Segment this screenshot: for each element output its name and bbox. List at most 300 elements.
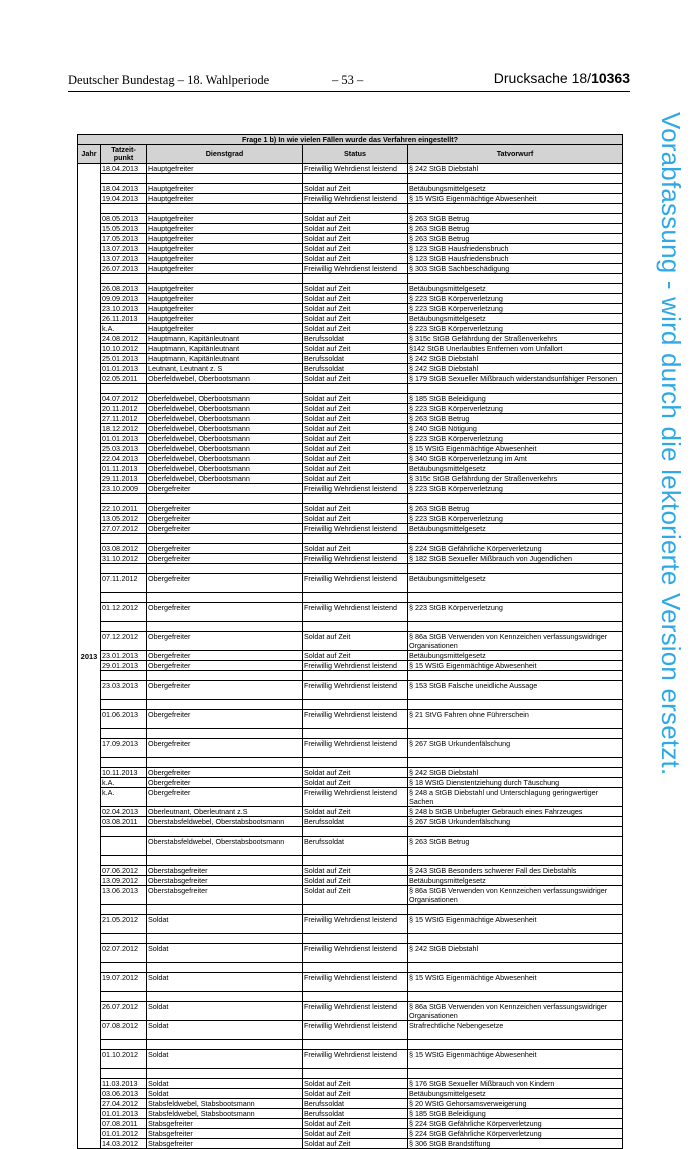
status-cell bbox=[303, 934, 408, 944]
date-cell bbox=[101, 593, 147, 603]
table-row bbox=[78, 1002, 623, 1021]
rank-cell: Oberfeldwebel, Oberbootsmann bbox=[147, 434, 303, 444]
table-row bbox=[78, 354, 623, 364]
table-row bbox=[78, 444, 623, 454]
offense-cell: § 242 StGB Diebstahl bbox=[408, 164, 623, 174]
doc-num-main: 10363 bbox=[591, 70, 630, 86]
status-cell: Soldat auf Zeit bbox=[303, 1119, 408, 1129]
table-row bbox=[78, 454, 623, 464]
table-row bbox=[78, 1021, 623, 1040]
date-cell: 19.07.2012 bbox=[101, 973, 147, 992]
status-cell: Freiwillig Wehrdienst leistend bbox=[303, 710, 408, 729]
rank-cell: Obergefreiter bbox=[147, 661, 303, 671]
status-cell: Soldat auf Zeit bbox=[303, 224, 408, 234]
offense-cell: § 15 WStG Eigenmächtige Abwesenheit bbox=[408, 661, 623, 671]
table-row bbox=[78, 514, 623, 524]
status-cell: Soldat auf Zeit bbox=[303, 1079, 408, 1089]
date-cell bbox=[101, 729, 147, 739]
table-row bbox=[78, 164, 623, 174]
date-cell: 01.11.2013 bbox=[101, 464, 147, 474]
status-cell: Freiwillig Wehrdienst leistend bbox=[303, 661, 408, 671]
doc-label: Drucksache bbox=[493, 70, 568, 86]
status-cell bbox=[303, 856, 408, 866]
offense-cell: § 303 StGB Sachbeschädigung bbox=[408, 264, 623, 274]
status-cell: Soldat auf Zeit bbox=[303, 424, 408, 434]
table-row bbox=[78, 524, 623, 534]
date-cell: k.A. bbox=[101, 788, 147, 807]
rank-cell: Hauptgefreiter bbox=[147, 214, 303, 224]
rank-cell: Hauptgefreiter bbox=[147, 294, 303, 304]
rank-cell: Soldat bbox=[147, 1050, 303, 1069]
date-cell: 23.10.2009 bbox=[101, 484, 147, 494]
status-cell: Soldat auf Zeit bbox=[303, 304, 408, 314]
offense-cell: Betäubungsmittelgesetz bbox=[408, 1089, 623, 1099]
date-cell: 25.03.2013 bbox=[101, 444, 147, 454]
status-cell: Soldat auf Zeit bbox=[303, 651, 408, 661]
offense-cell: § 263 StGB Betrug bbox=[408, 234, 623, 244]
rank-cell: Oberfeldwebel, Oberbootsmann bbox=[147, 444, 303, 454]
date-cell: 01.12.2012 bbox=[101, 603, 147, 622]
col-header-date: Tatzeit-punkt bbox=[101, 145, 147, 164]
offense-cell bbox=[408, 384, 623, 394]
rank-cell: Oberfeldwebel, Oberbootsmann bbox=[147, 404, 303, 414]
status-cell: Berufssoldat bbox=[303, 1099, 408, 1109]
rank-cell: Soldat bbox=[147, 1079, 303, 1089]
offense-cell: § 242 StGB Diebstahl bbox=[408, 768, 623, 778]
rank-cell bbox=[147, 758, 303, 768]
header-rule bbox=[68, 91, 630, 92]
date-cell bbox=[101, 758, 147, 768]
rank-cell bbox=[147, 992, 303, 1002]
spacer-row bbox=[78, 204, 623, 214]
status-cell: Soldat auf Zeit bbox=[303, 807, 408, 817]
rank-cell: Soldat bbox=[147, 973, 303, 992]
offense-cell bbox=[408, 593, 623, 603]
table-row bbox=[78, 284, 623, 294]
table-row bbox=[78, 294, 623, 304]
table-row bbox=[78, 1139, 623, 1149]
rank-cell bbox=[147, 534, 303, 544]
date-cell bbox=[101, 204, 147, 214]
rank-cell bbox=[147, 827, 303, 837]
date-cell: 23.10.2013 bbox=[101, 304, 147, 314]
status-cell: Soldat auf Zeit bbox=[303, 294, 408, 304]
date-cell: 10.11.2013 bbox=[101, 768, 147, 778]
offense-cell: § 223 StGB Körperverletzung bbox=[408, 294, 623, 304]
offense-cell bbox=[408, 174, 623, 184]
rank-cell: Obergefreiter bbox=[147, 778, 303, 788]
status-cell: Soldat auf Zeit bbox=[303, 254, 408, 264]
table-row bbox=[78, 1099, 623, 1109]
rank-cell bbox=[147, 174, 303, 184]
rank-cell: Hauptmann, Kapitänleutnant bbox=[147, 344, 303, 354]
date-cell bbox=[101, 384, 147, 394]
offense-cell: Betäubungsmittelgesetz bbox=[408, 574, 623, 593]
offense-cell: § 242 StGB Diebstahl bbox=[408, 364, 623, 374]
table-row bbox=[78, 603, 623, 622]
status-cell bbox=[303, 593, 408, 603]
rank-cell: Soldat bbox=[147, 944, 303, 963]
date-cell bbox=[101, 622, 147, 632]
col-header-year: Jahr bbox=[78, 145, 101, 164]
offense-cell bbox=[408, 622, 623, 632]
status-cell bbox=[303, 758, 408, 768]
offense-cell: Betäubungsmittelgesetz bbox=[408, 876, 623, 886]
date-cell: 01.01.2013 bbox=[101, 434, 147, 444]
offense-cell: § 223 StGB Körperverletzung bbox=[408, 304, 623, 314]
status-cell: Freiwillig Wehrdienst leistend bbox=[303, 194, 408, 204]
rank-cell bbox=[147, 494, 303, 504]
offense-cell bbox=[408, 1069, 623, 1079]
parliament-label: Deutscher Bundestag – 18. Wahlperiode bbox=[68, 73, 270, 87]
table-row bbox=[78, 364, 623, 374]
offense-cell: § 263 StGB Betrug bbox=[408, 837, 623, 856]
spacer-row bbox=[78, 564, 623, 574]
status-cell: Soldat auf Zeit bbox=[303, 344, 408, 354]
spacer-row bbox=[78, 856, 623, 866]
offense-cell: § 224 StGB Gefährliche Körperverletzung bbox=[408, 1119, 623, 1129]
date-cell: 10.10.2012 bbox=[101, 344, 147, 354]
date-cell bbox=[101, 934, 147, 944]
rank-cell: Hauptgefreiter bbox=[147, 314, 303, 324]
offense-cell: § 153 StGB Falsche uneidliche Aussage bbox=[408, 681, 623, 700]
date-cell: 01.01.2013 bbox=[101, 364, 147, 374]
date-cell: 23.03.2013 bbox=[101, 681, 147, 700]
spacer-row bbox=[78, 905, 623, 915]
offense-cell: § 123 StGB Hausfriedensbruch bbox=[408, 244, 623, 254]
offense-cell: § 223 StGB Körperverletzung bbox=[408, 404, 623, 414]
date-cell: 21.05.2012 bbox=[101, 915, 147, 934]
date-cell: 02.04.2013 bbox=[101, 807, 147, 817]
rank-cell: Obergefreiter bbox=[147, 651, 303, 661]
date-cell: 01.01.2012 bbox=[101, 1129, 147, 1139]
rank-cell: Hauptgefreiter bbox=[147, 234, 303, 244]
table-row bbox=[78, 484, 623, 494]
date-cell: 18.04.2013 bbox=[101, 164, 147, 174]
date-cell: 19.04.2013 bbox=[101, 194, 147, 204]
table-row bbox=[78, 739, 623, 758]
date-cell: 09.09.2013 bbox=[101, 294, 147, 304]
year-cell: 2013 bbox=[78, 164, 101, 1149]
offense-cell: § 263 StGB Betrug bbox=[408, 414, 623, 424]
date-cell: 13.06.2013 bbox=[101, 886, 147, 905]
status-cell: Berufssoldat bbox=[303, 817, 408, 827]
rank-cell bbox=[147, 934, 303, 944]
date-cell: 26.07.2012 bbox=[101, 1002, 147, 1021]
offense-cell: § 223 StGB Körperverletzung bbox=[408, 603, 623, 622]
date-cell: 26.07.2013 bbox=[101, 264, 147, 274]
date-cell: 01.01.2013 bbox=[101, 1109, 147, 1119]
status-cell: Berufssoldat bbox=[303, 837, 408, 856]
status-cell: Freiwillig Wehrdienst leistend bbox=[303, 739, 408, 758]
page-number: – 53 – bbox=[332, 73, 364, 87]
rank-cell: Obergefreiter bbox=[147, 504, 303, 514]
date-cell: 07.08.2011 bbox=[101, 1119, 147, 1129]
date-cell bbox=[101, 856, 147, 866]
spacer-row bbox=[78, 963, 623, 973]
status-cell: Soldat auf Zeit bbox=[303, 214, 408, 224]
table-row bbox=[78, 1079, 623, 1089]
date-cell: 22.04.2013 bbox=[101, 454, 147, 464]
rank-cell: Obergefreiter bbox=[147, 739, 303, 758]
spacer-row bbox=[78, 671, 623, 681]
offense-cell: § 248 a StGB Diebstahl und Unterschlagung geringwertiger Sachen bbox=[408, 788, 623, 807]
spacer-row bbox=[78, 729, 623, 739]
offense-cell: § 223 StGB Körperverletzung bbox=[408, 514, 623, 524]
date-cell: 27.07.2012 bbox=[101, 524, 147, 534]
spacer-row bbox=[78, 593, 623, 603]
status-cell bbox=[303, 700, 408, 710]
rank-cell: Obergefreiter bbox=[147, 524, 303, 534]
rank-cell: Hauptgefreiter bbox=[147, 164, 303, 174]
date-cell bbox=[101, 671, 147, 681]
date-cell: 27.11.2012 bbox=[101, 414, 147, 424]
status-cell: Soldat auf Zeit bbox=[303, 876, 408, 886]
offense-cell: § 15 WStG Eigenmächtige Abwesenheit bbox=[408, 444, 623, 454]
offense-cell bbox=[408, 274, 623, 284]
offense-cell: § 267 StGB Urkundenfälschung bbox=[408, 817, 623, 827]
status-cell: Soldat auf Zeit bbox=[303, 504, 408, 514]
table-row bbox=[78, 434, 623, 444]
status-cell bbox=[303, 1069, 408, 1079]
rank-cell: Obergefreiter bbox=[147, 788, 303, 807]
offense-cell: § 315c StGB Gefährdung der Straßenverkehrs bbox=[408, 334, 623, 344]
spacer-row bbox=[78, 1069, 623, 1079]
rank-cell: Hauptgefreiter bbox=[147, 194, 303, 204]
table-row bbox=[78, 632, 623, 651]
date-cell bbox=[101, 992, 147, 1002]
table-row bbox=[78, 224, 623, 234]
date-cell bbox=[101, 1040, 147, 1050]
date-cell bbox=[101, 837, 147, 856]
table-row bbox=[78, 464, 623, 474]
offense-cell: § 223 StGB Körperverletzung bbox=[408, 324, 623, 334]
table-row bbox=[78, 214, 623, 224]
offense-cell: § 15 WStG Eigenmächtige Abwesenheit bbox=[408, 973, 623, 992]
offense-cell: § 306 StGB Brandstiftung bbox=[408, 1139, 623, 1149]
offense-cell: § 263 StGB Betrug bbox=[408, 224, 623, 234]
rank-cell: Obergefreiter bbox=[147, 514, 303, 524]
offense-cell bbox=[408, 729, 623, 739]
rank-cell: Oberstabsfeldwebel, Oberstabsbootsmann bbox=[147, 817, 303, 827]
status-cell: Freiwillig Wehrdienst leistend bbox=[303, 484, 408, 494]
rank-cell: Obergefreiter bbox=[147, 768, 303, 778]
date-cell: 07.06.2012 bbox=[101, 866, 147, 876]
table-row bbox=[78, 837, 623, 856]
status-cell: Freiwillig Wehrdienst leistend bbox=[303, 603, 408, 622]
offense-cell: § 242 StGB Diebstahl bbox=[408, 944, 623, 963]
spacer-row bbox=[78, 1040, 623, 1050]
status-cell bbox=[303, 963, 408, 973]
date-cell: 07.08.2012 bbox=[101, 1021, 147, 1040]
offense-cell: § 15 WStG Eigenmächtige Abwesenheit bbox=[408, 194, 623, 204]
spacer-row bbox=[78, 827, 623, 837]
rank-cell bbox=[147, 905, 303, 915]
table-row bbox=[78, 394, 623, 404]
status-cell bbox=[303, 671, 408, 681]
status-cell: Soldat auf Zeit bbox=[303, 404, 408, 414]
offense-cell: § 86a StGB Verwenden von Kennzeichen verfassungswidriger Organisationen bbox=[408, 1002, 623, 1021]
table-row bbox=[78, 681, 623, 700]
table-row bbox=[78, 710, 623, 729]
offense-cell bbox=[408, 827, 623, 837]
col-header-offense: Tatvorwurf bbox=[408, 145, 623, 164]
offense-cell bbox=[408, 905, 623, 915]
rank-cell: Oberfeldwebel, Oberbootsmann bbox=[147, 474, 303, 484]
rank-cell bbox=[147, 622, 303, 632]
table-row bbox=[78, 324, 623, 334]
status-cell bbox=[303, 622, 408, 632]
date-cell: 07.12.2012 bbox=[101, 632, 147, 651]
date-cell: 18.12.2012 bbox=[101, 424, 147, 434]
offense-cell bbox=[408, 856, 623, 866]
watermark-text: Vorabfassung - wird durch die lektorierte Version ersetzt. bbox=[656, 112, 686, 776]
status-cell: Soldat auf Zeit bbox=[303, 444, 408, 454]
offense-cell: § 263 StGB Betrug bbox=[408, 504, 623, 514]
offense-cell bbox=[408, 1040, 623, 1050]
status-cell: Soldat auf Zeit bbox=[303, 454, 408, 464]
offense-cell bbox=[408, 934, 623, 944]
table-row bbox=[78, 304, 623, 314]
offense-cell: Strafrechtliche Nebengesetze bbox=[408, 1021, 623, 1040]
status-cell bbox=[303, 1040, 408, 1050]
offense-cell: Betäubungsmittelgesetz bbox=[408, 284, 623, 294]
date-cell: 13.09.2012 bbox=[101, 876, 147, 886]
rank-cell: Obergefreiter bbox=[147, 574, 303, 593]
table-row bbox=[78, 817, 623, 827]
offense-cell bbox=[408, 564, 623, 574]
date-cell: 17.09.2013 bbox=[101, 739, 147, 758]
rank-cell: Oberfeldwebel, Oberbootsmann bbox=[147, 464, 303, 474]
status-cell: Soldat auf Zeit bbox=[303, 314, 408, 324]
offense-cell: § 86a StGB Verwenden von Kennzeichen verfassungswidriger Organisationen bbox=[408, 632, 623, 651]
date-cell: 29.11.2013 bbox=[101, 474, 147, 484]
offense-cell: § 185 StGB Beleidigung bbox=[408, 1109, 623, 1119]
table-row bbox=[78, 244, 623, 254]
table-row bbox=[78, 234, 623, 244]
table-row bbox=[78, 651, 623, 661]
date-cell: 20.11.2012 bbox=[101, 404, 147, 414]
offense-cell bbox=[408, 963, 623, 973]
rank-cell: Obergefreiter bbox=[147, 544, 303, 554]
table-row bbox=[78, 866, 623, 876]
date-cell: 22.10.2011 bbox=[101, 504, 147, 514]
status-cell bbox=[303, 174, 408, 184]
rank-cell: Hauptmann, Kapitänleutnant bbox=[147, 354, 303, 364]
status-cell bbox=[303, 274, 408, 284]
rank-cell: Oberleutnant, Oberleutnant z.S bbox=[147, 807, 303, 817]
offense-cell: § 224 StGB Gefährliche Körperverletzung bbox=[408, 544, 623, 554]
col-header-status: Status bbox=[303, 145, 408, 164]
rank-cell: Stabsgefreiter bbox=[147, 1139, 303, 1149]
table-row bbox=[78, 474, 623, 484]
table-row bbox=[78, 1129, 623, 1139]
status-cell: Soldat auf Zeit bbox=[303, 234, 408, 244]
status-cell: Freiwillig Wehrdienst leistend bbox=[303, 554, 408, 564]
table-row bbox=[78, 876, 623, 886]
date-cell: 02.05.2011 bbox=[101, 374, 147, 384]
table-row bbox=[78, 424, 623, 434]
page-header bbox=[68, 70, 630, 90]
status-cell bbox=[303, 992, 408, 1002]
date-cell: 01.06.2013 bbox=[101, 710, 147, 729]
offense-cell bbox=[408, 494, 623, 504]
spacer-row bbox=[78, 534, 623, 544]
table-row bbox=[78, 194, 623, 204]
rank-cell: Oberfeldwebel, Oberbootsmann bbox=[147, 454, 303, 464]
date-cell: 08.05.2013 bbox=[101, 214, 147, 224]
rank-cell: Soldat bbox=[147, 915, 303, 934]
date-cell: 27.04.2012 bbox=[101, 1099, 147, 1109]
offense-cell bbox=[408, 204, 623, 214]
status-cell: Freiwillig Wehrdienst leistend bbox=[303, 973, 408, 992]
rank-cell: Obergefreiter bbox=[147, 484, 303, 494]
rank-cell: Hauptgefreiter bbox=[147, 224, 303, 234]
table-row bbox=[78, 314, 623, 324]
table-row bbox=[78, 807, 623, 817]
offense-cell: § 263 StGB Betrug bbox=[408, 214, 623, 224]
status-cell: Freiwillig Wehrdienst leistend bbox=[303, 264, 408, 274]
table-row bbox=[78, 973, 623, 992]
rank-cell: Obergefreiter bbox=[147, 603, 303, 622]
offense-cell: § 267 StGB Urkundenfälschung bbox=[408, 739, 623, 758]
status-cell: Soldat auf Zeit bbox=[303, 244, 408, 254]
table-row bbox=[78, 374, 623, 384]
rank-cell: Oberfeldwebel, Oberbootsmann bbox=[147, 414, 303, 424]
status-cell: Berufssoldat bbox=[303, 334, 408, 344]
date-cell: 04.07.2012 bbox=[101, 394, 147, 404]
table-row bbox=[78, 544, 623, 554]
date-cell bbox=[101, 494, 147, 504]
status-cell: Freiwillig Wehrdienst leistend bbox=[303, 164, 408, 174]
date-cell: 11.03.2013 bbox=[101, 1079, 147, 1089]
status-cell: Freiwillig Wehrdienst leistend bbox=[303, 944, 408, 963]
offense-cell: § 185 StGB Beleidigung bbox=[408, 394, 623, 404]
rank-cell bbox=[147, 963, 303, 973]
offense-cell: § 182 StGB Sexueller Mißbrauch von Jugendlichen bbox=[408, 554, 623, 564]
cases-table bbox=[77, 134, 623, 1149]
offense-cell: § 240 StGB Nötigung bbox=[408, 424, 623, 434]
date-cell bbox=[101, 534, 147, 544]
spacer-row bbox=[78, 174, 623, 184]
rank-cell bbox=[147, 204, 303, 214]
status-cell bbox=[303, 494, 408, 504]
table-row bbox=[78, 574, 623, 593]
date-cell: 01.10.2012 bbox=[101, 1050, 147, 1069]
rank-cell: Leutnant, Leutnant z. S bbox=[147, 364, 303, 374]
status-cell: Soldat auf Zeit bbox=[303, 284, 408, 294]
date-cell: 14.03.2012 bbox=[101, 1139, 147, 1149]
status-cell: Freiwillig Wehrdienst leistend bbox=[303, 788, 408, 807]
offense-cell: § 20 WStG Gehorsamsverweigerung bbox=[408, 1099, 623, 1109]
offense-cell: Betäubungsmittelgesetz bbox=[408, 651, 623, 661]
status-cell: Soldat auf Zeit bbox=[303, 1139, 408, 1149]
date-cell: k.A. bbox=[101, 778, 147, 788]
date-cell: 03.08.2012 bbox=[101, 544, 147, 554]
status-cell: Freiwillig Wehrdienst leistend bbox=[303, 524, 408, 534]
status-cell: Soldat auf Zeit bbox=[303, 324, 408, 334]
spacer-row bbox=[78, 758, 623, 768]
rank-cell: Hauptgefreiter bbox=[147, 284, 303, 294]
status-cell: Berufssoldat bbox=[303, 364, 408, 374]
offense-cell: § 15 WStG Eigenmächtige Abwesenheit bbox=[408, 915, 623, 934]
offense-cell: § 223 StGB Körperverletzung bbox=[408, 434, 623, 444]
status-cell: Berufssoldat bbox=[303, 354, 408, 364]
status-cell: Freiwillig Wehrdienst leistend bbox=[303, 1050, 408, 1069]
status-cell: Soldat auf Zeit bbox=[303, 544, 408, 554]
status-cell: Soldat auf Zeit bbox=[303, 886, 408, 905]
offense-cell: Betäubungsmittelgesetz bbox=[408, 524, 623, 534]
